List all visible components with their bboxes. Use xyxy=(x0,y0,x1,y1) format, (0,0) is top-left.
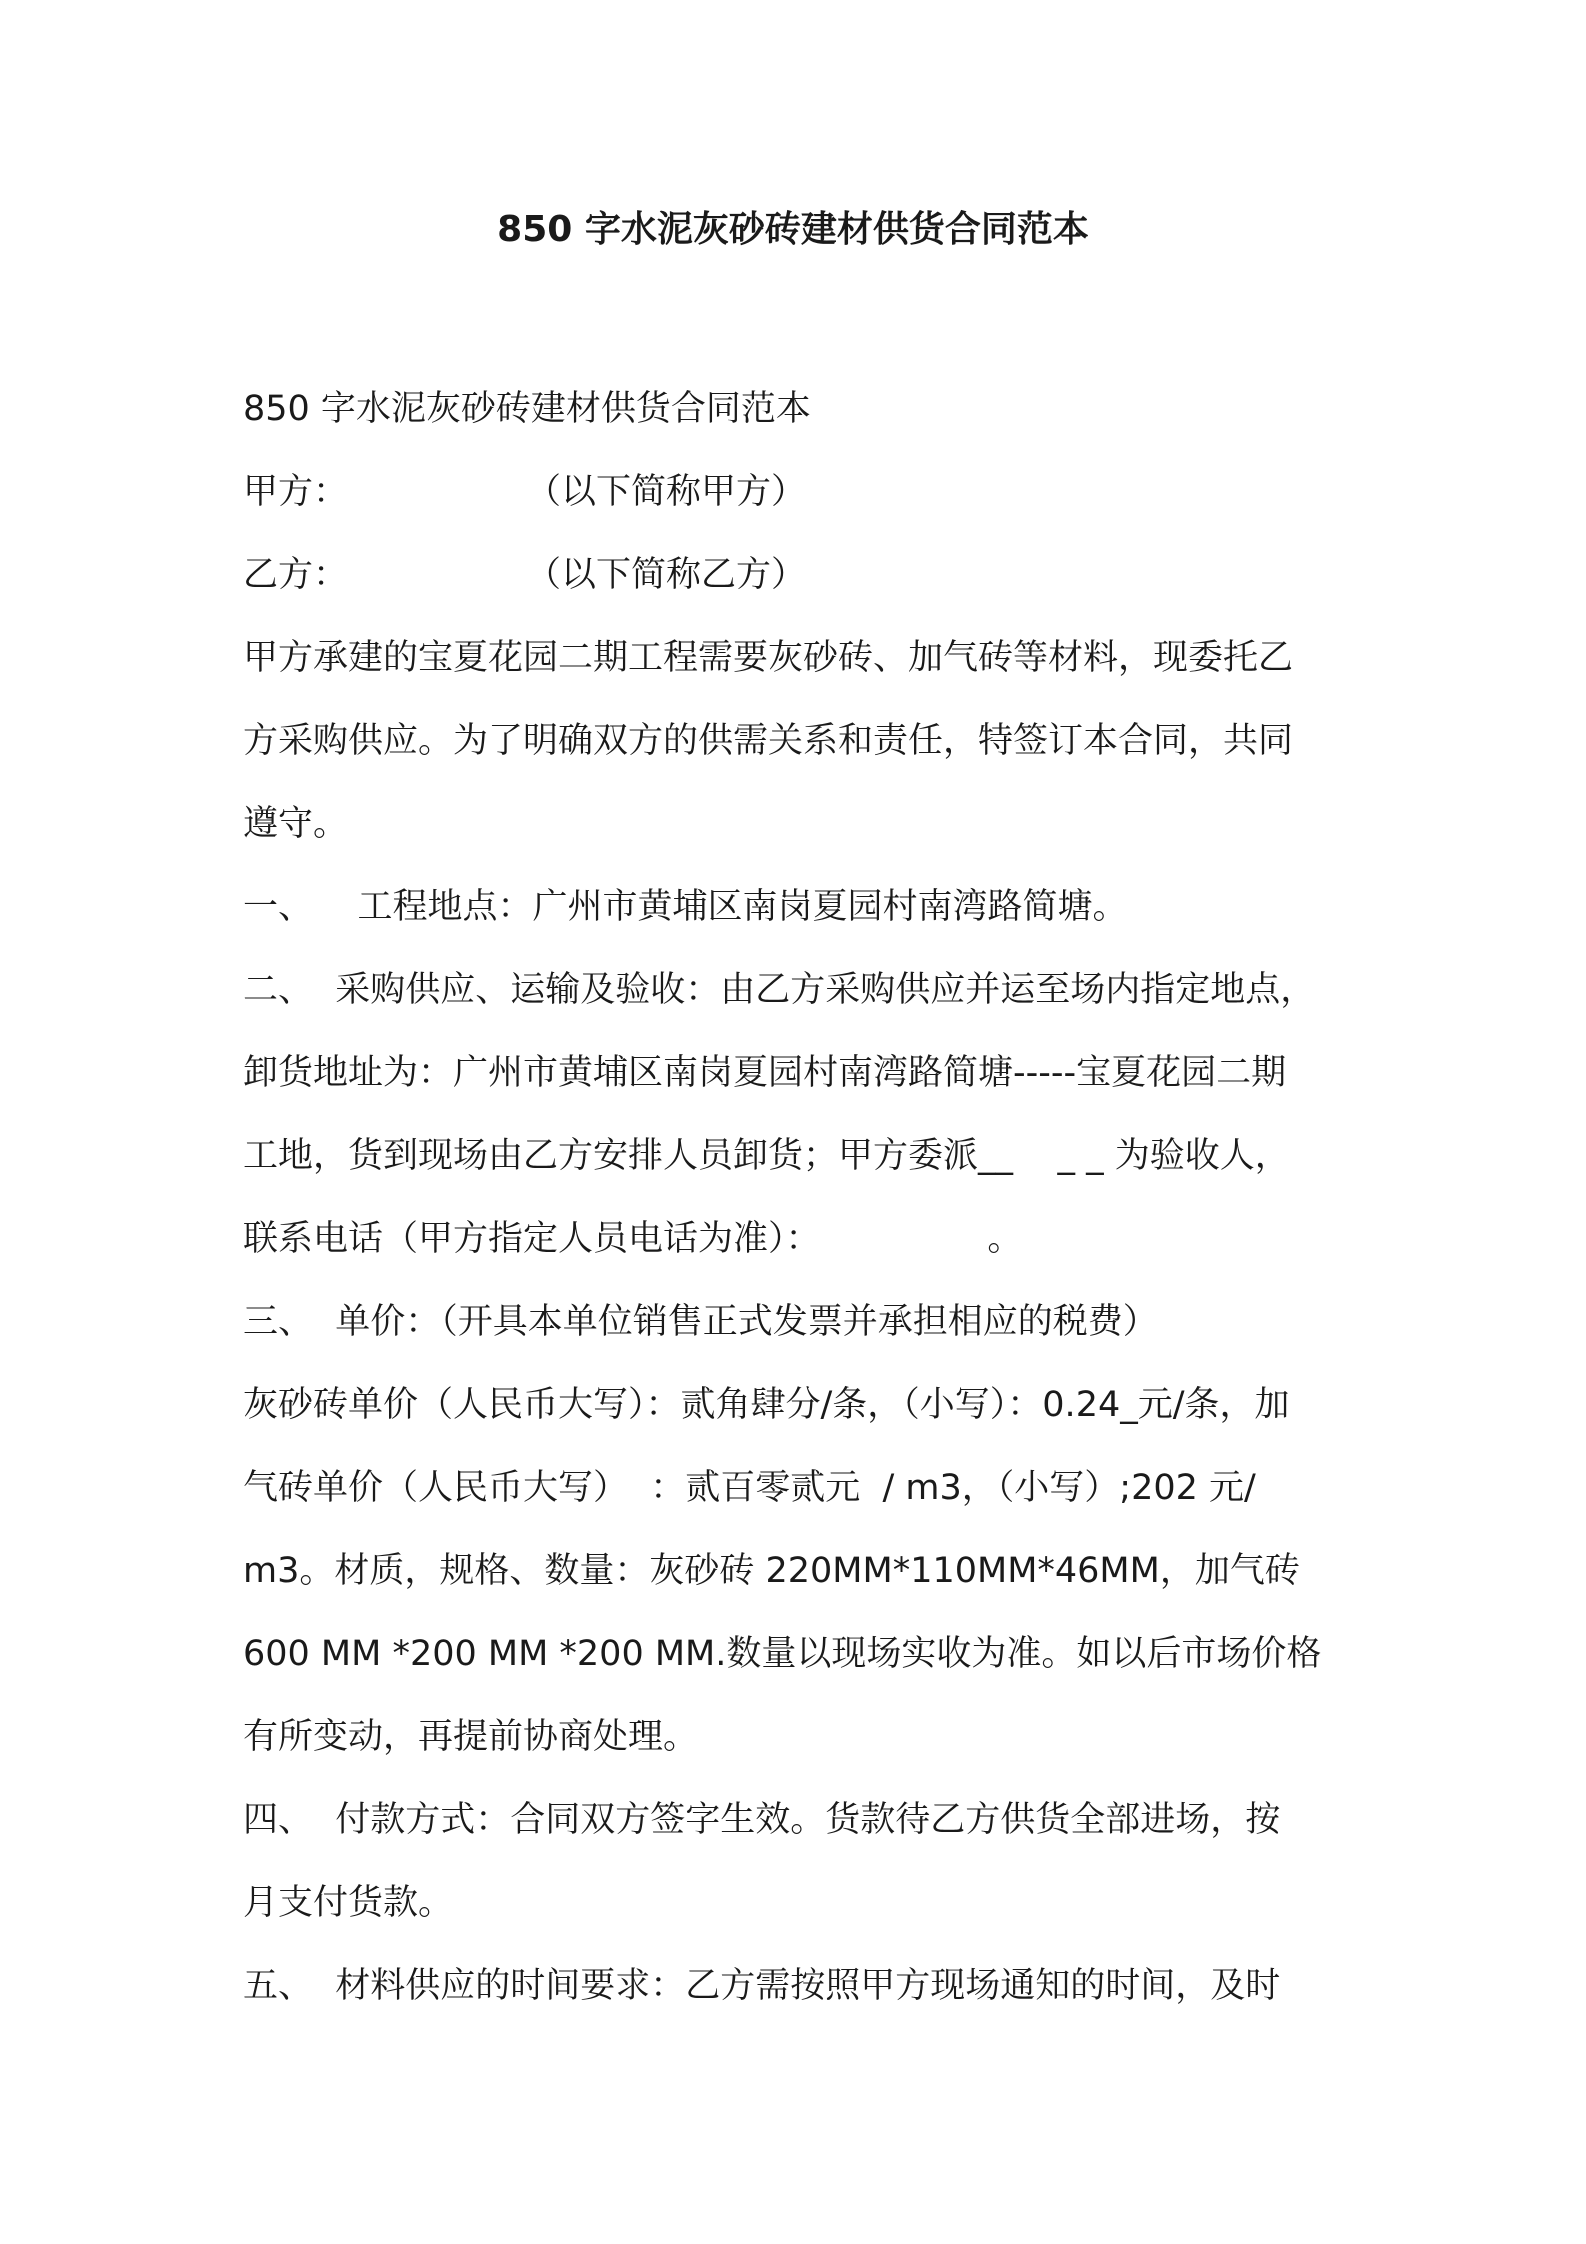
clause-5-line: 五、 材料供应的时间要求：乙方需按照甲方现场通知的时间，及时 xyxy=(243,1966,1281,2006)
paragraph-line: 有所变动，再提前协商处理。 xyxy=(243,1717,699,1757)
paragraph-line: 甲方承建的宝夏花园二期工程需要灰砂砖、加气砖等材料，现委托乙 xyxy=(243,638,1294,678)
paragraph-line: 气砖单价（人民币大写） ：贰百零贰元 / m3，（小写）;202 元/ xyxy=(243,1468,1256,1508)
party-b-line: 乙方： （以下简称乙方） xyxy=(243,555,807,595)
paragraph-line: 联系电话（甲方指定人员电话为准）： 。 xyxy=(243,1219,1023,1259)
paragraph-line: 方采购供应。为了明确双方的供需关系和责任，特签订本合同，共同 xyxy=(243,721,1294,761)
document-title: 850 字水泥灰砂砖建材供货合同范本 xyxy=(497,209,1089,250)
clause-2-line: 二、 采购供应、运输及验收：由乙方采购供应并运至场内指定地点， xyxy=(243,970,1316,1010)
clause-4-line: 四、 付款方式：合同双方签字生效。货款待乙方供货全部进场，按 xyxy=(243,1800,1281,1840)
clause-3-line: 三、 单价：（开具本单位销售正式发票并承担相应的税费） xyxy=(243,1302,1158,1342)
paragraph-line: 卸货地址为：广州市黄埔区南岗夏园村南湾路简塘-----宝夏花园二期 xyxy=(243,1053,1287,1093)
paragraph-line: 工地，货到现场由乙方安排人员卸货；甲方委派__ _ _ 为验收人， xyxy=(243,1136,1290,1176)
clause-1-line: 一、 工程地点：广州市黄埔区南岗夏园村南湾路简塘。 xyxy=(243,887,1128,927)
paragraph-line: 月支付货款。 xyxy=(243,1883,454,1923)
paragraph-line: 600 MM *200 MM *200 MM.数量以现场实收为准。如以后市场价格 xyxy=(243,1634,1322,1674)
paragraph-line: m3。材质，规格、数量：灰砂砖 220MM*110MM*46MM，加气砖 xyxy=(243,1551,1300,1591)
document-body xyxy=(243,368,1363,2028)
subtitle-line: 850 字水泥灰砂砖建材供货合同范本 xyxy=(243,389,811,429)
party-a-line: 甲方： （以下简称甲方） xyxy=(243,472,807,512)
paragraph-line: 遵守。 xyxy=(243,804,349,844)
paragraph-line: 灰砂砖单价（人民币大写）：贰角肆分/条，（小写）：0.24_元/条，加 xyxy=(243,1385,1290,1425)
